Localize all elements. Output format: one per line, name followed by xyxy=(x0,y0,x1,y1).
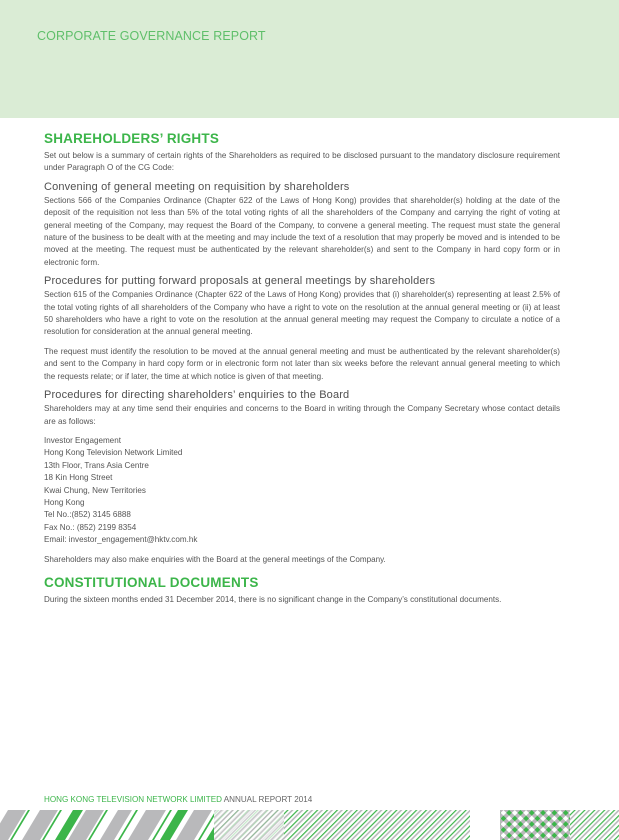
section-title-constitutional-documents: CONSTITUTIONAL DOCUMENTS xyxy=(44,574,259,590)
address-line: Hong Kong Television Network Limited xyxy=(44,448,183,458)
subheading-proposals: Procedures for putting forward proposals at general meetings by shareholders xyxy=(44,275,436,288)
convening-paragraph: Sections 566 of the Companies Ordinance (Chapter 622 of the Laws of Hong Kong) provides that shareholder(s) holding at the date of the deposit of the requisition not less than 5% of the total voting rights of all the shareholders of the Company and carrying the right of voting at general meeting of the Company, may request the Board of the Company, to convene a general meeting. The request must state the general nature of the business to be dealt with at the meeting and may include the text of a resolution that may properly be moved and is intended to be moved at the meeting. The request must be authenticated by the relevant shareholder(s) and sent to the Company in hard copy form or in electronic form. xyxy=(44,195,560,267)
footer-stripe-pattern xyxy=(0,810,619,840)
subheading-convening: Convening of general meeting on requisition by shareholders xyxy=(44,180,350,193)
address-line: Investor Engagement xyxy=(44,435,121,445)
intro-paragraph: Set out below is a summary of certain rights of the Shareholders as required to be disclosed pursuant to the mandatory disclosure requirement under Paragraph O of the CG Code: xyxy=(44,151,560,173)
proposals-paragraph-1: Section 615 of the Companies Ordinance (Chapter 622 of the Laws of Hong Kong) provides that (i) shareholder(s) representing at least 2.5% of the total voting rights of all shareholders of the Company who have a right to vote on the resolution at the annual general meeting or (ii) at least 50 shareholders who have a right to vote on the resolution at the annual general meeting may request the Company to circulate a notice of a resolution for consideration at the annual general meeting. xyxy=(44,290,560,337)
tel-line: Tel No.:(852) 3145 6888 xyxy=(44,510,131,520)
page-section-title: CORPORATE GOVERNANCE REPORT xyxy=(37,29,266,43)
fax-line: Fax No.: (852) 2199 8354 xyxy=(44,522,137,532)
section-title-shareholders-rights: SHAREHOLDERS’ RIGHTS xyxy=(44,131,220,146)
footer-label xyxy=(44,795,312,804)
address-line: 18 Kin Hong Street xyxy=(44,473,113,483)
address-line: Kwai Chung, New Territories xyxy=(44,485,146,495)
enquiries-paragraph: Shareholders may at any time send their enquiries and concerns to the Board in writing through the Company Secretary whose contact details are as follows: xyxy=(44,404,560,426)
page-content xyxy=(44,131,560,606)
proposals-paragraph-2: The request must identify the resolution to be moved at the annual general meeting and must be authenticated by the relevant shareholder(s) and sent to the Company in hard copy form or in electronic form not later than six weeks before the relevant annual general meeting to which the requests relate; or if later, the time at which notice is given of that meeting. xyxy=(44,346,560,381)
constitutional-paragraph: During the sixteen months ended 31 December 2014, there is no significant change in the Company’s constitutional documents. xyxy=(44,594,502,604)
email-line: Email: investor_engagement@hktv.com.hk xyxy=(44,535,198,545)
subheading-enquiries: Procedures for directing shareholders’ enquiries to the Board xyxy=(44,389,350,402)
contact-address-block xyxy=(44,435,560,547)
enquiries-closing: Shareholders may also make enquiries with the Board at the general meetings of the Company. xyxy=(44,554,386,564)
header-band xyxy=(0,0,619,118)
footer-report-name: ANNUAL REPORT 2014 xyxy=(223,795,313,804)
footer-company-name: HONG KONG TELEVISION NETWORK LIMITED xyxy=(44,795,222,804)
address-line: 13th Floor, Trans Asia Centre xyxy=(44,460,149,470)
address-line: Hong Kong xyxy=(44,497,85,507)
